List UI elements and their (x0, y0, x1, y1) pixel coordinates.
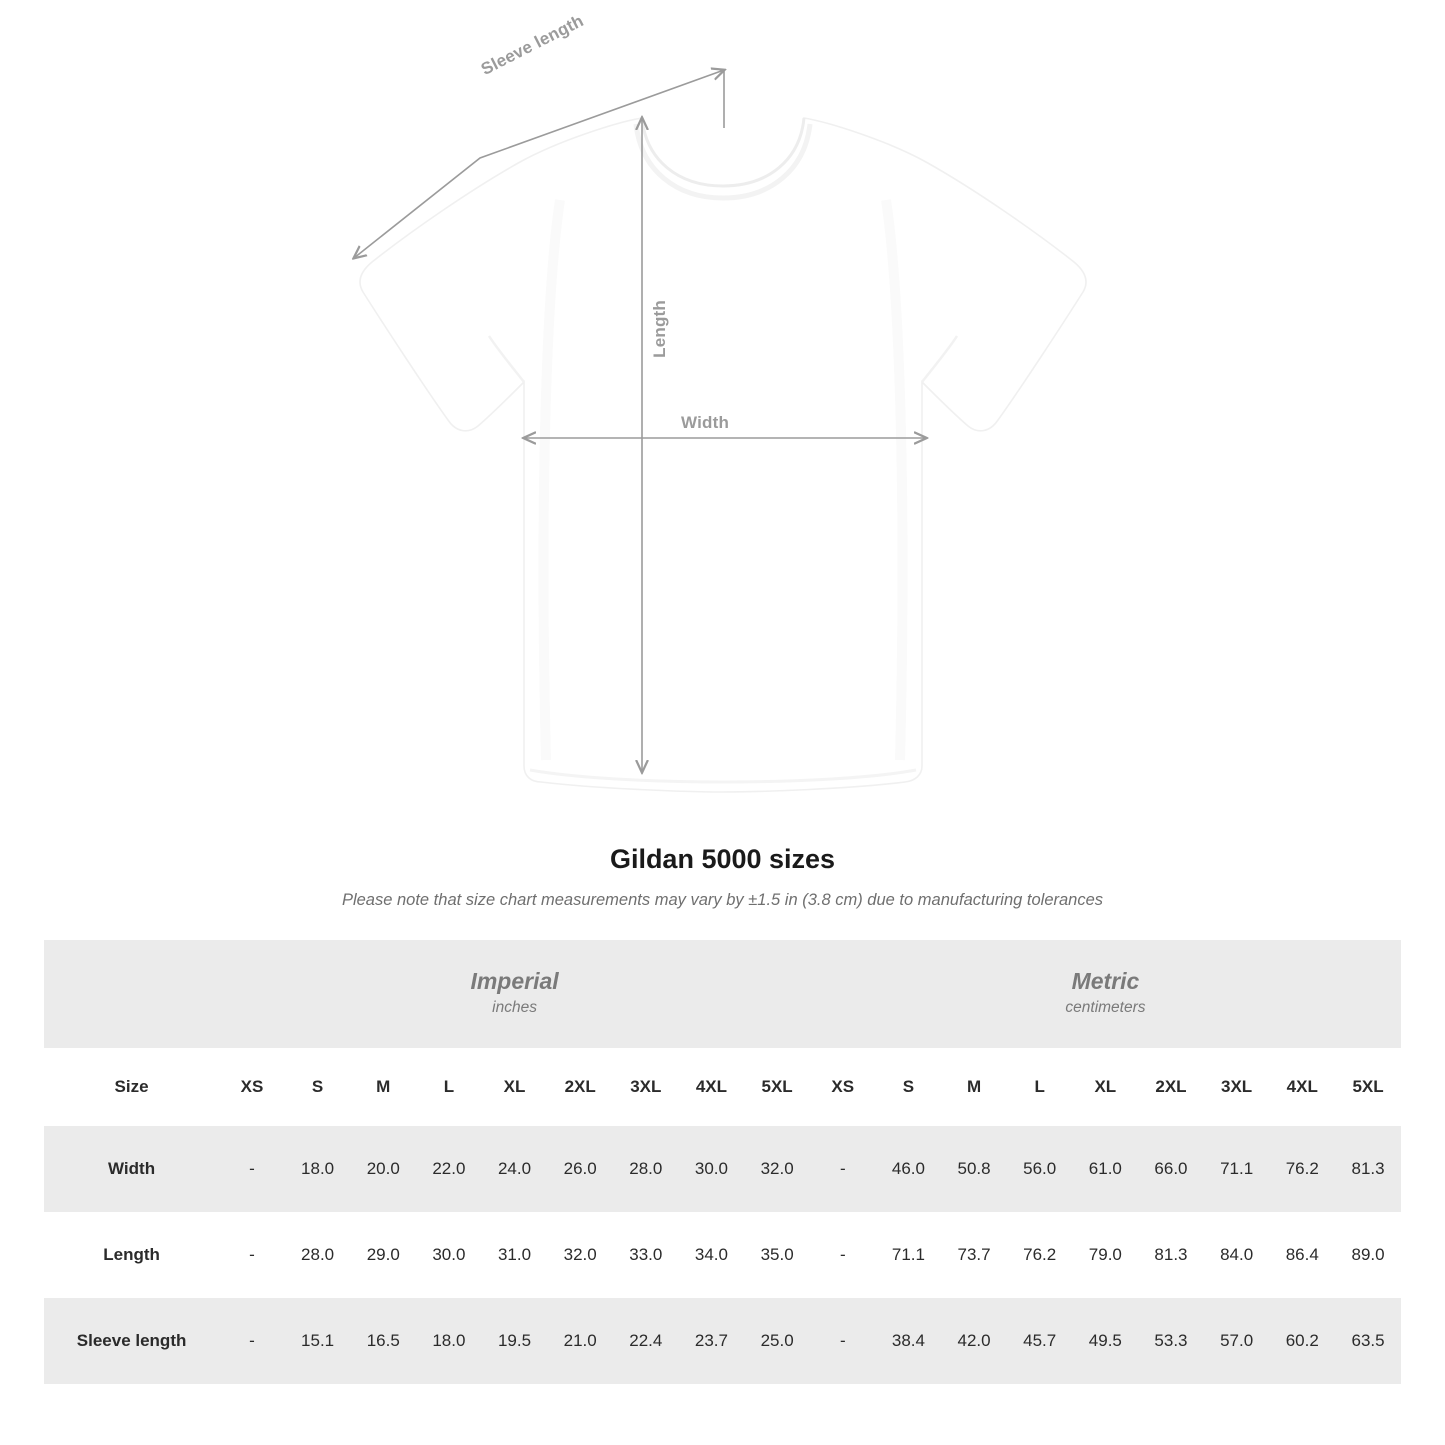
cell-sleeve-met-8: 63.5 (1335, 1298, 1401, 1384)
header-size-met-6: 3XL (1204, 1048, 1270, 1126)
cell-length-met-2: 73.7 (941, 1212, 1007, 1298)
cell-width-met-0: - (810, 1126, 876, 1212)
unit-header-metric (810, 940, 1401, 1048)
cell-width-imp-5: 26.0 (547, 1126, 613, 1212)
table-row (44, 1298, 1401, 1384)
cell-sleeve-met-5: 53.3 (1138, 1298, 1204, 1384)
size-header-row (44, 1048, 1401, 1126)
cell-length-met-6: 84.0 (1204, 1212, 1270, 1298)
cell-sleeve-met-3: 45.7 (1007, 1298, 1073, 1384)
header-size-imp-4: XL (482, 1048, 548, 1126)
header-size-imp-7: 4XL (679, 1048, 745, 1126)
header-size-label: Size (44, 1048, 219, 1126)
row-label-width: Width (44, 1126, 219, 1212)
cell-sleeve-met-1: 38.4 (876, 1298, 942, 1384)
table-row (44, 1126, 1401, 1212)
cell-width-imp-0: - (219, 1126, 285, 1212)
cell-sleeve-met-7: 60.2 (1269, 1298, 1335, 1384)
cell-length-imp-4: 31.0 (482, 1212, 548, 1298)
header-size-met-2: M (941, 1048, 1007, 1126)
header-size-imp-6: 3XL (613, 1048, 679, 1126)
header-size-met-3: L (1007, 1048, 1073, 1126)
cell-length-met-1: 71.1 (876, 1212, 942, 1298)
unit-name-metric: Metric (1071, 968, 1140, 995)
cell-width-met-6: 71.1 (1204, 1126, 1270, 1212)
header-size-imp-1: S (285, 1048, 351, 1126)
cell-width-met-5: 66.0 (1138, 1126, 1204, 1212)
cell-sleeve-imp-3: 18.0 (416, 1298, 482, 1384)
cell-width-met-3: 56.0 (1007, 1126, 1073, 1212)
unit-name-imperial: Imperial (470, 968, 559, 995)
cell-length-imp-7: 34.0 (679, 1212, 745, 1298)
cell-sleeve-imp-1: 15.1 (285, 1298, 351, 1384)
header-size-imp-0: XS (219, 1048, 285, 1126)
cell-sleeve-met-0: - (810, 1298, 876, 1384)
cell-width-imp-3: 22.0 (416, 1126, 482, 1212)
header-size-met-4: XL (1073, 1048, 1139, 1126)
header-size-imp-5: 2XL (547, 1048, 613, 1126)
header-size-imp-2: M (350, 1048, 416, 1126)
width-label: Width (681, 413, 730, 432)
cell-sleeve-met-4: 49.5 (1073, 1298, 1139, 1384)
tshirt-shape (360, 118, 1086, 792)
cell-width-imp-4: 24.0 (482, 1126, 548, 1212)
cell-sleeve-imp-2: 16.5 (350, 1298, 416, 1384)
cell-width-imp-8: 32.0 (744, 1126, 810, 1212)
cell-sleeve-imp-8: 25.0 (744, 1298, 810, 1384)
cell-sleeve-met-2: 42.0 (941, 1298, 1007, 1384)
cell-sleeve-imp-5: 21.0 (547, 1298, 613, 1384)
header-size-imp-3: L (416, 1048, 482, 1126)
cell-length-met-3: 76.2 (1007, 1212, 1073, 1298)
row-label-length: Length (44, 1212, 219, 1298)
cell-width-met-1: 46.0 (876, 1126, 942, 1212)
tolerance-note: Please note that size chart measurements may vary by ±1.5 in (3.8 cm) due to manufacturing tolerances (341, 891, 1104, 909)
cell-length-met-5: 81.3 (1138, 1212, 1204, 1298)
cell-length-imp-3: 30.0 (416, 1212, 482, 1298)
cell-length-imp-5: 32.0 (547, 1212, 613, 1298)
unit-header-imperial (219, 940, 810, 1048)
cell-length-met-4: 79.0 (1073, 1212, 1139, 1298)
cell-width-met-4: 61.0 (1073, 1126, 1139, 1212)
header-size-met-8: 5XL (1335, 1048, 1401, 1126)
header-size-met-5: 2XL (1138, 1048, 1204, 1126)
cell-width-imp-1: 18.0 (285, 1126, 351, 1212)
cell-width-met-7: 76.2 (1269, 1126, 1335, 1212)
header-size-met-0: XS (810, 1048, 876, 1126)
length-label: Length (650, 300, 669, 358)
unit-sub-imperial: inches (492, 998, 537, 1016)
cell-length-imp-8: 35.0 (744, 1212, 810, 1298)
cell-sleeve-imp-0: - (219, 1298, 285, 1384)
header-size-met-1: S (876, 1048, 942, 1126)
cell-width-imp-7: 30.0 (679, 1126, 745, 1212)
title-block (0, 844, 1445, 910)
cell-width-met-2: 50.8 (941, 1126, 1007, 1212)
cell-sleeve-imp-7: 23.7 (679, 1298, 745, 1384)
cell-length-met-0: - (810, 1212, 876, 1298)
header-size-imp-8: 5XL (744, 1048, 810, 1126)
cell-width-imp-2: 20.0 (350, 1126, 416, 1212)
unit-sub-metric: centimeters (1065, 998, 1146, 1016)
sleeve-length-label: Sleeve length (478, 11, 587, 79)
header-size-met-7: 4XL (1269, 1048, 1335, 1126)
cell-width-imp-6: 28.0 (613, 1126, 679, 1212)
cell-length-met-8: 89.0 (1335, 1212, 1401, 1298)
cell-sleeve-met-6: 57.0 (1204, 1298, 1270, 1384)
size-chart-table (44, 940, 1401, 1384)
cell-length-imp-2: 29.0 (350, 1212, 416, 1298)
cell-sleeve-imp-6: 22.4 (613, 1298, 679, 1384)
cell-length-met-7: 86.4 (1269, 1212, 1335, 1298)
cell-length-imp-1: 28.0 (285, 1212, 351, 1298)
cell-sleeve-imp-4: 19.5 (482, 1298, 548, 1384)
cell-length-imp-6: 33.0 (613, 1212, 679, 1298)
unit-header-row (44, 940, 1401, 1048)
cell-width-met-8: 81.3 (1335, 1126, 1401, 1212)
row-label-sleeve-length: Sleeve length (44, 1298, 219, 1384)
table-row (44, 1212, 1401, 1298)
unit-header-spacer (44, 940, 219, 1048)
size-table-wrap (44, 940, 1401, 1384)
page-title: Gildan 5000 sizes (609, 844, 836, 874)
cell-length-imp-0: - (219, 1212, 285, 1298)
